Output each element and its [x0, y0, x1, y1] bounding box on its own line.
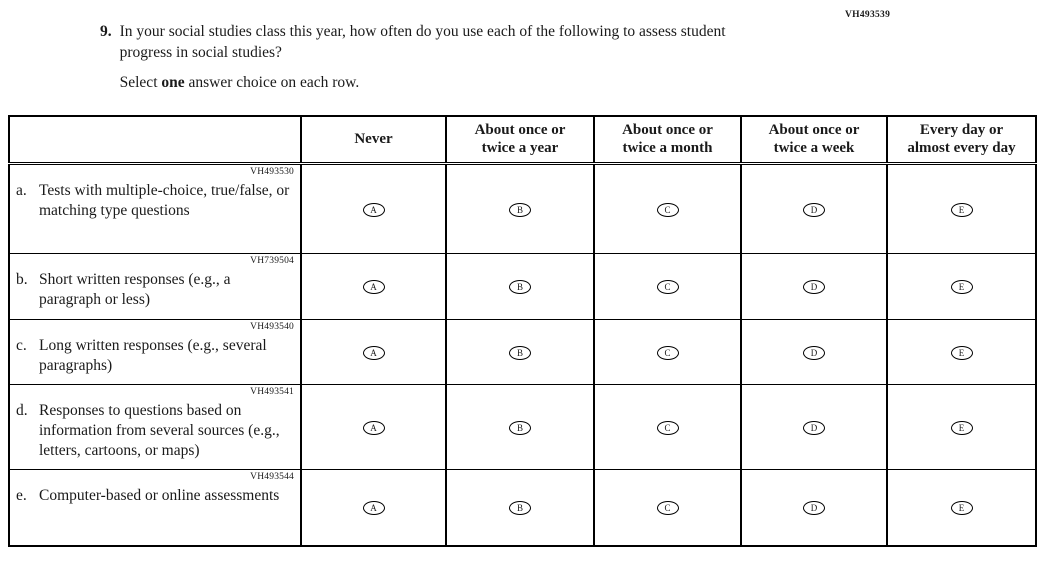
row-code: VH739504 [250, 255, 294, 266]
answer-bubble-d[interactable]: D [803, 421, 825, 435]
question-text: In your social studies class this year, how often do you use each of the following to assess student progress in social studies? [119, 23, 726, 61]
answer-bubble-e[interactable]: E [951, 203, 973, 217]
column-header-once-twice-week [741, 116, 887, 163]
answer-bubble-a[interactable]: A [363, 280, 385, 294]
answer-bubble-a[interactable]: A [363, 346, 385, 360]
cell-row-c-everyday [887, 319, 1036, 384]
header-line-2: twice a year [481, 140, 559, 157]
cell-row-b-never [301, 253, 446, 319]
instruction-bold: one [161, 74, 185, 91]
header-line-1: About once or [768, 122, 860, 139]
form-code: VH493539 [845, 10, 891, 20]
header-line-2: twice a month [622, 140, 713, 157]
row-code: VH493541 [250, 386, 294, 397]
header-line-1: About once or [474, 122, 566, 139]
row-item-e [9, 469, 301, 546]
table-corner-cell [9, 116, 301, 163]
header-line-1: About once or [622, 122, 713, 139]
table-row-a [9, 163, 1036, 253]
header-line-2: almost every day [907, 140, 1016, 157]
answer-bubble-a[interactable]: A [363, 501, 385, 515]
answer-bubble-d[interactable]: D [803, 280, 825, 294]
cell-row-c-year [446, 319, 594, 384]
cell-row-e-week [741, 469, 887, 546]
table-row-e [9, 469, 1036, 546]
question-block [100, 21, 745, 93]
question-body [120, 21, 745, 93]
cell-row-d-week [741, 384, 887, 469]
table-row-b [9, 253, 1036, 319]
row-letter: d. [16, 401, 28, 419]
answer-bubble-e[interactable]: E [951, 501, 973, 515]
row-item-c [9, 319, 301, 384]
table-row-d [9, 384, 1036, 469]
cell-row-a-everyday [887, 163, 1036, 253]
header-line-2: twice a week [773, 140, 855, 157]
row-letter: e. [16, 486, 27, 504]
row-code: VH493544 [250, 471, 294, 482]
row-item-d [9, 384, 301, 469]
cell-row-e-year [446, 469, 594, 546]
answer-bubble-e[interactable]: E [951, 346, 973, 360]
row-letter: b. [16, 270, 28, 288]
answer-bubble-c[interactable]: C [657, 501, 679, 515]
cell-row-e-month [594, 469, 741, 546]
frequency-matrix-table [8, 115, 1037, 547]
cell-row-a-month [594, 163, 741, 253]
cell-row-d-never [301, 384, 446, 469]
row-item-a [9, 163, 301, 253]
question-instruction [120, 72, 745, 93]
cell-row-d-month [594, 384, 741, 469]
cell-row-c-week [741, 319, 887, 384]
row-text: Responses to questions based on information from several sources (e.g., letters, cartoons, or maps) [39, 401, 280, 459]
answer-bubble-d[interactable]: D [803, 346, 825, 360]
header-row [9, 116, 1036, 163]
cell-row-c-month [594, 319, 741, 384]
answer-bubble-b[interactable]: B [509, 280, 531, 294]
answer-bubble-e[interactable]: E [951, 421, 973, 435]
cell-row-e-everyday [887, 469, 1036, 546]
column-header-once-twice-year [446, 116, 594, 163]
row-item-b [9, 253, 301, 319]
answer-bubble-b[interactable]: B [509, 501, 531, 515]
cell-row-b-month [594, 253, 741, 319]
header-line-1: Never [354, 131, 393, 148]
table-row-c [9, 319, 1036, 384]
answer-bubble-d[interactable]: D [803, 501, 825, 515]
column-header-once-twice-month [594, 116, 741, 163]
header-line-1: Every day or [919, 122, 1004, 139]
cell-row-a-never [301, 163, 446, 253]
row-text: Computer-based or online assessments [39, 486, 280, 504]
answer-bubble-c[interactable]: C [657, 280, 679, 294]
answer-bubble-e[interactable]: E [951, 280, 973, 294]
answer-bubble-c[interactable]: C [657, 421, 679, 435]
row-code: VH493540 [250, 321, 294, 332]
instruction-post: answer choice on each row. [188, 74, 360, 91]
cell-row-a-week [741, 163, 887, 253]
answer-bubble-b[interactable]: B [509, 203, 531, 217]
cell-row-b-year [446, 253, 594, 319]
cell-row-a-year [446, 163, 594, 253]
cell-row-b-week [741, 253, 887, 319]
answer-bubble-b[interactable]: B [509, 421, 531, 435]
row-text: Long written responses (e.g., several paragraphs) [39, 336, 267, 374]
row-letter: a. [16, 181, 27, 199]
answer-bubble-d[interactable]: D [803, 203, 825, 217]
cell-row-c-never [301, 319, 446, 384]
row-code: VH493530 [250, 166, 294, 177]
row-text: Tests with multiple-choice, true/false, or matching type questions [39, 181, 290, 219]
row-letter: c. [16, 336, 27, 354]
answer-bubble-a[interactable]: A [363, 421, 385, 435]
answer-bubble-b[interactable]: B [509, 346, 531, 360]
answer-bubble-c[interactable]: C [657, 203, 679, 217]
cell-row-d-everyday [887, 384, 1036, 469]
column-header-every-day [887, 116, 1036, 163]
cell-row-d-year [446, 384, 594, 469]
answer-bubble-c[interactable]: C [657, 346, 679, 360]
instruction-pre: Select [119, 74, 158, 91]
question-number: 9. [100, 23, 112, 40]
answer-bubble-a[interactable]: A [363, 203, 385, 217]
cell-row-e-never [301, 469, 446, 546]
cell-row-b-everyday [887, 253, 1036, 319]
column-header-never [301, 116, 446, 163]
row-text: Short written responses (e.g., a paragraph or less) [39, 270, 231, 308]
